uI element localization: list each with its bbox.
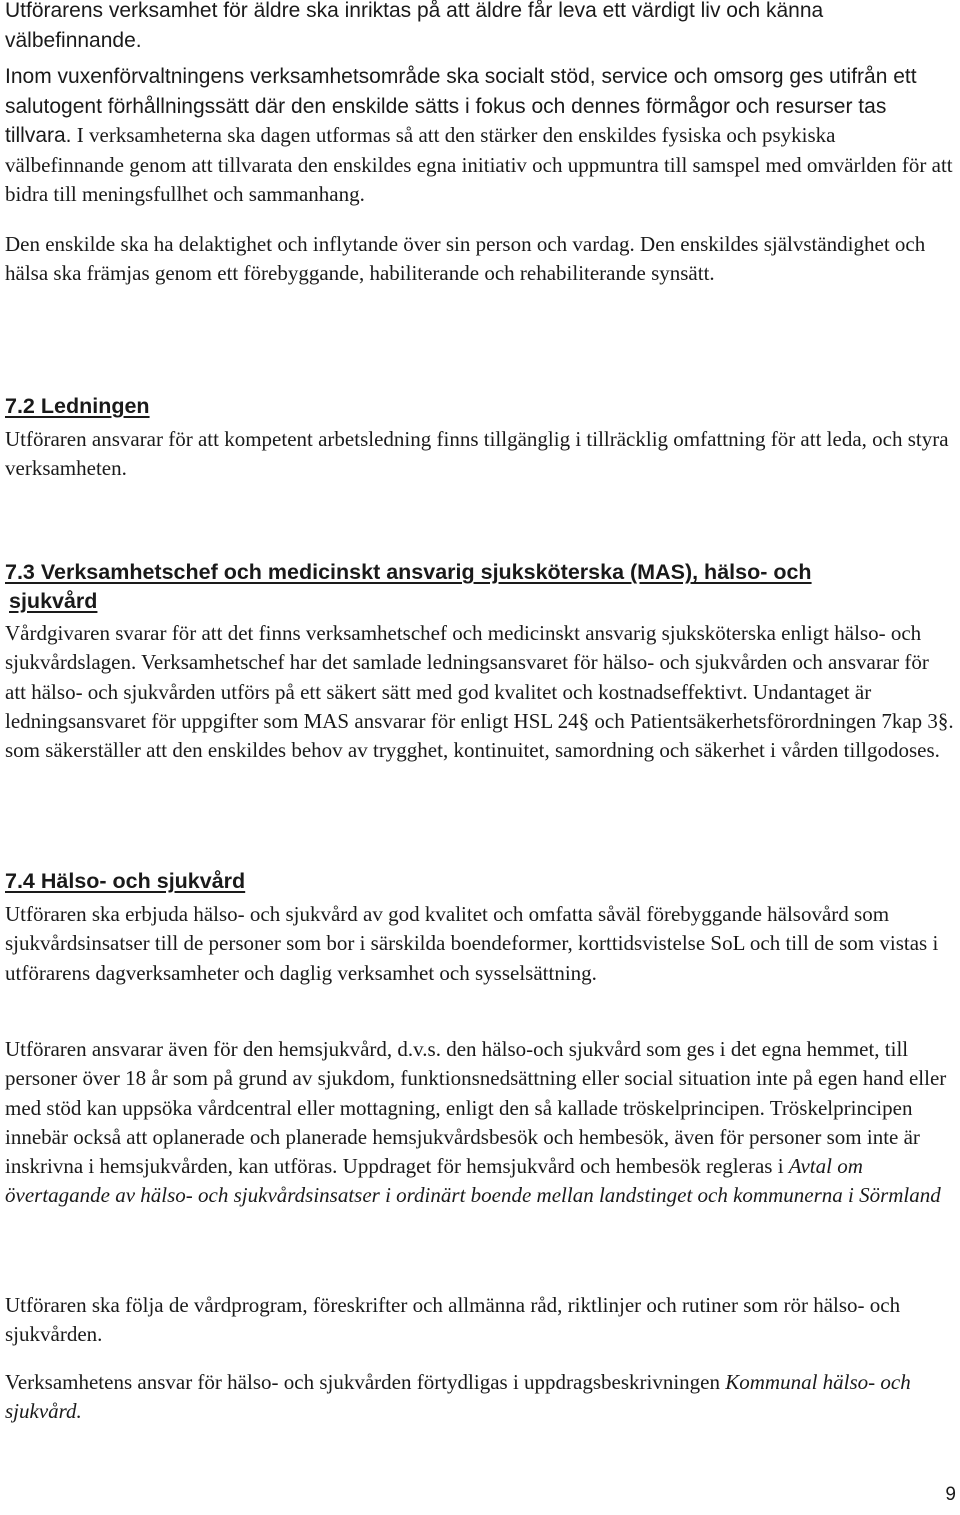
heading-7-3	[5, 558, 955, 616]
paragraph-7-2-body: Utföraren ansvarar för att kompetent arbetsledning finns tillgänglig i tillräcklig omfattning för att leda, och styra verksamheten.	[5, 427, 949, 481]
paragraph-7-3-body: Vårdgivaren svarar för att det finns verksamhetschef och medicinskt ansvarig sjuksköterska enligt hälso- och sjukvårdslagen. Verksamhetschef har det samlade ledningsansvaret för hälso- och sjukvården och ansvarar för att hälso- och sjukvården utförs på ett säkert sätt med god kvalitet och kostnadseffektivt. Undantaget är ledningsansvaret för uppgifter som MAS ansvarar för enligt HSL 24§ och Patientsäkerhetsförordningen 7kap 3§. som säkerställer att den enskildes behov av trygghet, kontinuitet, samordning och säkerhet i vården tillgodoses.	[5, 621, 954, 763]
paragraph-elderly-care: Utförarens verksamhet för äldre ska inriktas på att äldre får leva ett värdigt liv och känna välbefinnande.	[5, 0, 824, 52]
assignment-title: Kommunal hälso- och sjukvård.	[5, 1370, 911, 1424]
paragraph-daily-activities: I verksamheterna ska dagen utformas så att den stärker den enskildes fysiska och psykiska välbefinnande genom att tillvarata den enskildes egna initiativ och uppmuntra till samspel med omvärlden för att bidra till meningsfullhet och sammanhang.	[5, 123, 953, 206]
paragraph-salutogenic-sans: Inom vuxenförvaltningens verksamhetsområde ska socialt stöd, service och omsorg ges utifrån ett salutogent förhållningssätt där den enskilde sätts i fokus och dennes förmågor och resurser tas tillvara.	[5, 65, 917, 147]
heading-7-4: 7.4 Hälso- och sjukvård	[5, 869, 246, 893]
page-number: 9	[945, 1484, 956, 1505]
paragraph-home-care	[5, 1035, 955, 1211]
paragraph-participation: Den enskilde ska ha delaktighet och inflytande över sin person och vardag. Den enskildes självständighet och hälsa ska främjas genom ett förebyggande, habiliterande och rehabiliterande synsätt.	[5, 232, 926, 286]
paragraph-assignment-text: Verksamhetens ansvar för hälso- och sjukvården förtydligas i uppdragsbeskrivningen	[5, 1370, 726, 1394]
heading-7-3-line1: 7.3 Verksamhetschef och medicinskt ansvarig sjuksköterska (MAS), hälso- och	[5, 560, 812, 584]
paragraph-7-4-scope: Utföraren ska erbjuda hälso- och sjukvård av god kvalitet och omfatta såväl förebyggande hälsovård som sjukvårdsinsatser till de personer som bor i särskilda boendeformer, korttidsvistelse SoL och till de som vistas i utförarens dagverksamheter och daglig verksamhet och sysselsättning.	[5, 902, 939, 985]
heading-7-3-line2: sjukvård	[9, 589, 98, 613]
agreement-title: Avtal om övertagande av hälso- och sjukvårdsinsatser i ordinärt boende mellan landstinget och kommunerna i Sörmland	[5, 1154, 941, 1208]
paragraph-home-care-text: Utföraren ansvarar även för den hemsjukvård, d.v.s. den hälso-och sjukvård som ges i det egna hemmet, till personer över 18 år som på grund av sjukdom, funktionsnedsättning eller social situation inte på egen hand eller med stöd kan uppsöka vårdcentral eller mottagning, enligt den så kallade tröskelprincipen. Tröskelprincipen innebär också att oplanerade och planerade hemsjukvårdsbesök och hembesök, även för personer som inte är inskrivna i hemsjukvården, kan utföras. Uppdraget för hemsjukvård och hembesök regleras i	[5, 1037, 947, 1179]
paragraph-care-programs: Utföraren ska följa de vårdprogram, föreskrifter och allmänna råd, riktlinjer och rutiner som rör hälso- och sjukvården.	[5, 1293, 901, 1347]
paragraph-assignment-description	[5, 1368, 955, 1427]
heading-7-2: 7.2 Ledningen	[5, 394, 150, 418]
paragraph-salutogenic-approach	[5, 62, 955, 210]
